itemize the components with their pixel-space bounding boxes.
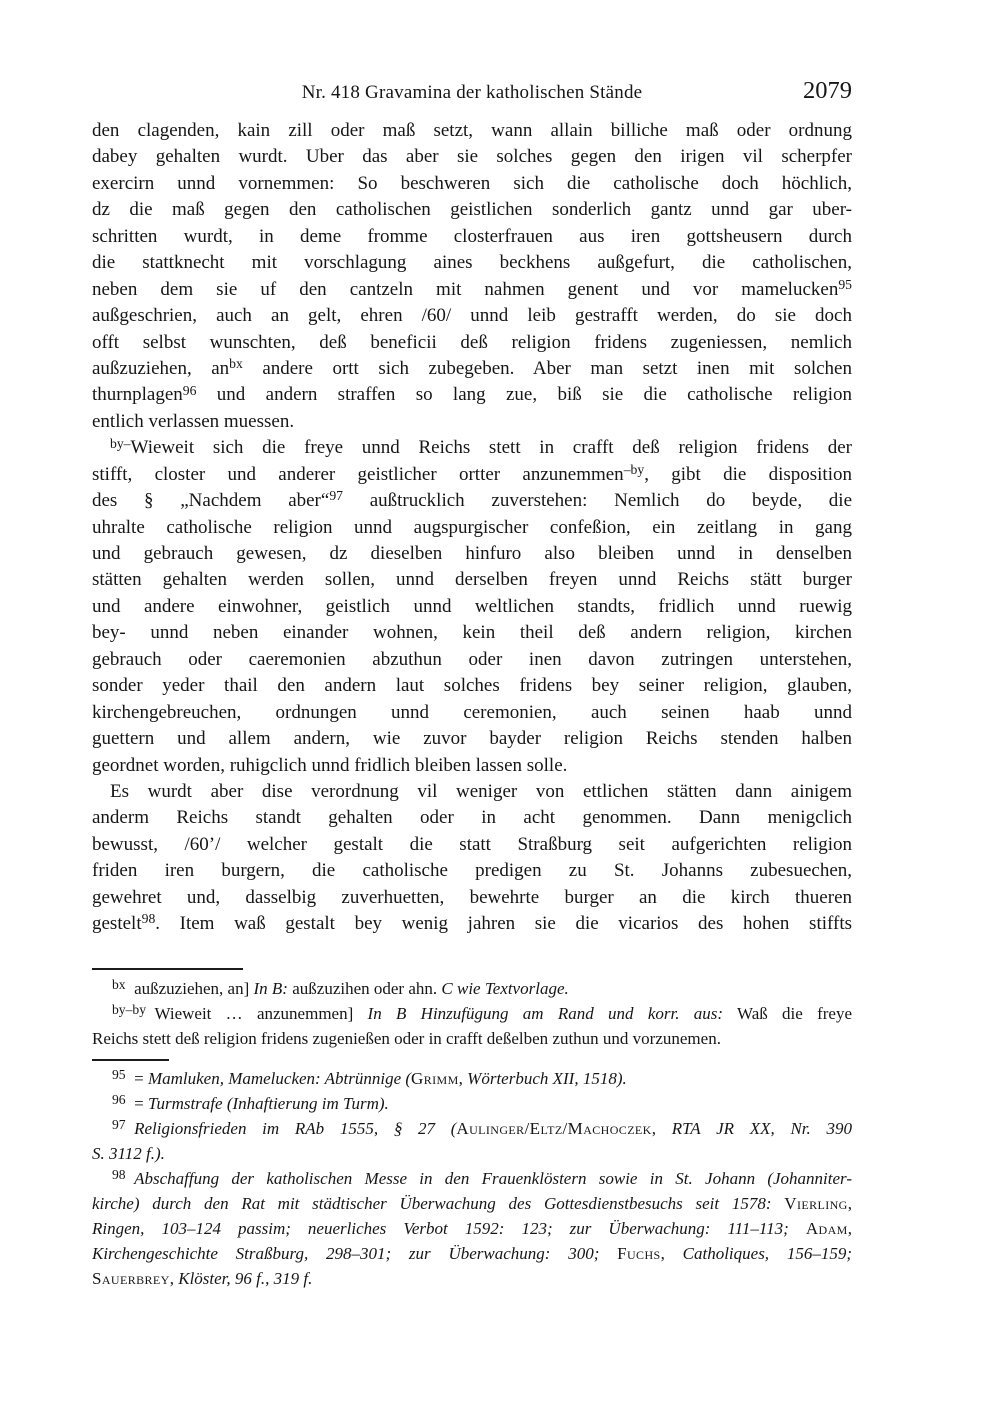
- note-reference: 95: [838, 276, 852, 292]
- footnote-line: $^{96}$ = Turmstrafe (Inhaftierung im Turm).: [112, 1091, 389, 1113]
- body-text-line: dabey gehalten wurdt. Uber das aber sie solches gegen den irigen vil scherpfer: [92, 146, 852, 168]
- body-text-line: guettern und allem andern, wie zuvor bayder religion Reichs stenden halben: [92, 728, 852, 750]
- body-text-line: friden iren burgern, die catholische predigen zu St. Johanns zubesuechen,: [92, 860, 852, 882]
- apparatus-notes: [92, 976, 852, 1051]
- body-text-line: thurnplagen$^{96}$ und andern straffen so lang zue, biß sie die catholische religion: [92, 382, 852, 406]
- body-text-line: $^{by-}$Wieweit sich die freye unnd Reichs stett in crafft deß religion fridens der: [110, 435, 852, 459]
- footnote-line: Ringen, 103–124 passim; neuerliches Verbot 1592: 123; zur Überwachung: 111–113; Adam,: [92, 1218, 852, 1238]
- note-reference: 98: [112, 1166, 126, 1182]
- body-text-line: stätten gehalten werden sollen, unnd derselben freyen unnd Reichs stätt burger: [92, 569, 852, 591]
- footnote-line: $^{98}$ Abschaffung der katholischen Messe in den Frauenklöstern sowie in St. Johann (Johanniter-: [112, 1166, 852, 1188]
- footnote-rule: [92, 1059, 169, 1061]
- body-text-line: gestelt$^{98}$. Item waß gestalt bey wenig jahren sie die vicarios des hohen stiffts: [92, 911, 852, 935]
- footnote-line: Sauerbrey, Klöster, 96 f., 319 f.: [92, 1268, 313, 1288]
- footnote-line: Kirchengeschichte Straßburg, 298–301; zur Überwachung: 300; Fuchs, Catholiques, 156–159;: [92, 1243, 852, 1263]
- footnote-line: S. 3112 f.).: [92, 1143, 165, 1163]
- body-text-line: Es wurdt aber dise verordnung vil weniger von ettlichen stätten dann ainigem: [110, 780, 852, 802]
- body-text-line: bey- unnd neben einander wohnen, kein theil deß andern religion, kirchen: [92, 622, 852, 644]
- body-text: [92, 118, 852, 938]
- body-text-line: gewehret und, dasselbig zuverhuetten, bewehrte burger an die kirch thueren: [92, 886, 852, 908]
- note-reference: 95: [112, 1066, 126, 1082]
- apparatus-rule: [92, 968, 243, 970]
- footnote-line: kirche) durch den Rat mit städtischer Überwachung des Gottesdienstbesuchs seit 1578: Vierling,: [92, 1193, 852, 1213]
- note-reference: by–: [110, 435, 131, 451]
- type-area: [92, 77, 852, 1291]
- apparatus-line: Reichs stett deß religion fridens zugenießen oder in crafft deßelben zuthun und vorzunemen.: [92, 1028, 721, 1048]
- body-text-line: und andere einwohner, geistlich unnd weltlichen standts, fridlich unnd ruewig: [92, 595, 852, 617]
- body-text-line: schritten wurdt, in deme fromme closterfrauen aus iren gottsheusern durch: [92, 225, 852, 247]
- body-text-line: außgeschrien, auch an gelt, ehren /60/ unnd leib gestrafft werden, do sie doch: [92, 305, 852, 327]
- body-text-line: dz die maß gegen den catholischen geistlichen sonderlich gantz unnd gar uber-: [92, 199, 852, 221]
- note-reference: 98: [141, 911, 156, 927]
- apparatus-line: $^{by-by}$ Wieweit … anzunemmen] In B Hinzufügung am Rand und korr. aus: Waß die freye: [112, 1001, 852, 1023]
- note-reference: 97: [329, 488, 343, 504]
- body-text-line: anderm Reichs standt gehalten oder in acht genommen. Dann menigclich: [92, 807, 852, 829]
- body-text-line: uhralte catholische religion unnd augspurgischer confeßion, ein zeitlang in gang: [92, 516, 852, 538]
- note-reference: 96: [182, 382, 197, 398]
- body-text-line: und gebrauch gewesen, dz dieselben hinfuro also bleiben unnd in denselben: [92, 543, 852, 564]
- body-text-line: entlich verlassen muessen.: [92, 410, 295, 432]
- body-text-line: des § „Nachdem aber“$^{97}$ außtrucklich zuverstehen: Nemlich do beyde, die: [92, 488, 852, 512]
- footnote-line: $^{95}$ = Mamluken, Mamelucken: Abtrünnige (Grimm, Wörterbuch XII, 1518).: [112, 1066, 627, 1088]
- note-reference: 97: [112, 1116, 126, 1132]
- body-text-line: bewusst, /60’/ welcher gestalt die statt Straßburg seit aufgerichten religion: [92, 833, 852, 855]
- footnote-line: $^{97}$ Religionsfrieden im RAb 1555, § 27 (Aulinger/Eltz/Machoczek, RTA JR XX, Nr. 390: [112, 1116, 852, 1138]
- footnotes: [92, 1066, 852, 1291]
- body-text-line: den clagenden, kain zill oder maß setzt, wann allain billiche maß oder ordnung: [92, 120, 852, 141]
- body-text-line: neben dem sie uf den cantzeln mit nahmen genent und vor mamelucken$^{95}$: [92, 276, 852, 300]
- page-number: 2079: [803, 77, 852, 104]
- note-reference: by–by: [112, 1001, 146, 1017]
- body-text-line: exercirn unnd vornemmen: So beschweren sich die catholische doch höchlich,: [92, 172, 852, 194]
- body-text-line: die stattknecht mit vorschlagung aines beckhens außgefurt, die catholischen,: [92, 252, 852, 274]
- body-text-line: sonder yeder thail den andern laut solches fridens bey seiner religion, glauben,: [92, 675, 852, 697]
- running-header: [92, 77, 852, 106]
- body-text-line: geordnet worden, ruhigclich unnd fridlich bleiben lassen solle.: [92, 754, 568, 776]
- note-reference: bx: [112, 976, 126, 992]
- header-title: Nr. 418 Gravamina der katholischen Stände: [301, 82, 643, 103]
- note-reference: 96: [112, 1091, 126, 1107]
- body-text-line: stifft, closter und anderer geistlicher ortter anzunemmen$^{-by}$, gibt die disposition: [92, 461, 852, 485]
- body-text-line: offt selbst wunschten, deß beneficii deß religion fridens zugeniessen, nemlich: [92, 331, 852, 353]
- apparatus-line: $^{bx}$ außzuziehen, an] In B: außzuzihen oder ahn. C wie Textvorlage.: [112, 976, 569, 998]
- body-text-line: außzuziehen, $an^{bx}$ andere ortt sich zubegeben. Aber man setzt inen mit solchen: [92, 356, 852, 379]
- body-text-line: kirchengebreuchen, ordnungen unnd ceremonien, auch seinen haab unnd: [92, 701, 852, 723]
- note-reference: bx: [229, 356, 243, 372]
- body-text-line: gebrauch oder caeremonien abzuthun oder inen davon zutringen unterstehen,: [92, 648, 852, 670]
- note-reference: –by: [623, 461, 645, 477]
